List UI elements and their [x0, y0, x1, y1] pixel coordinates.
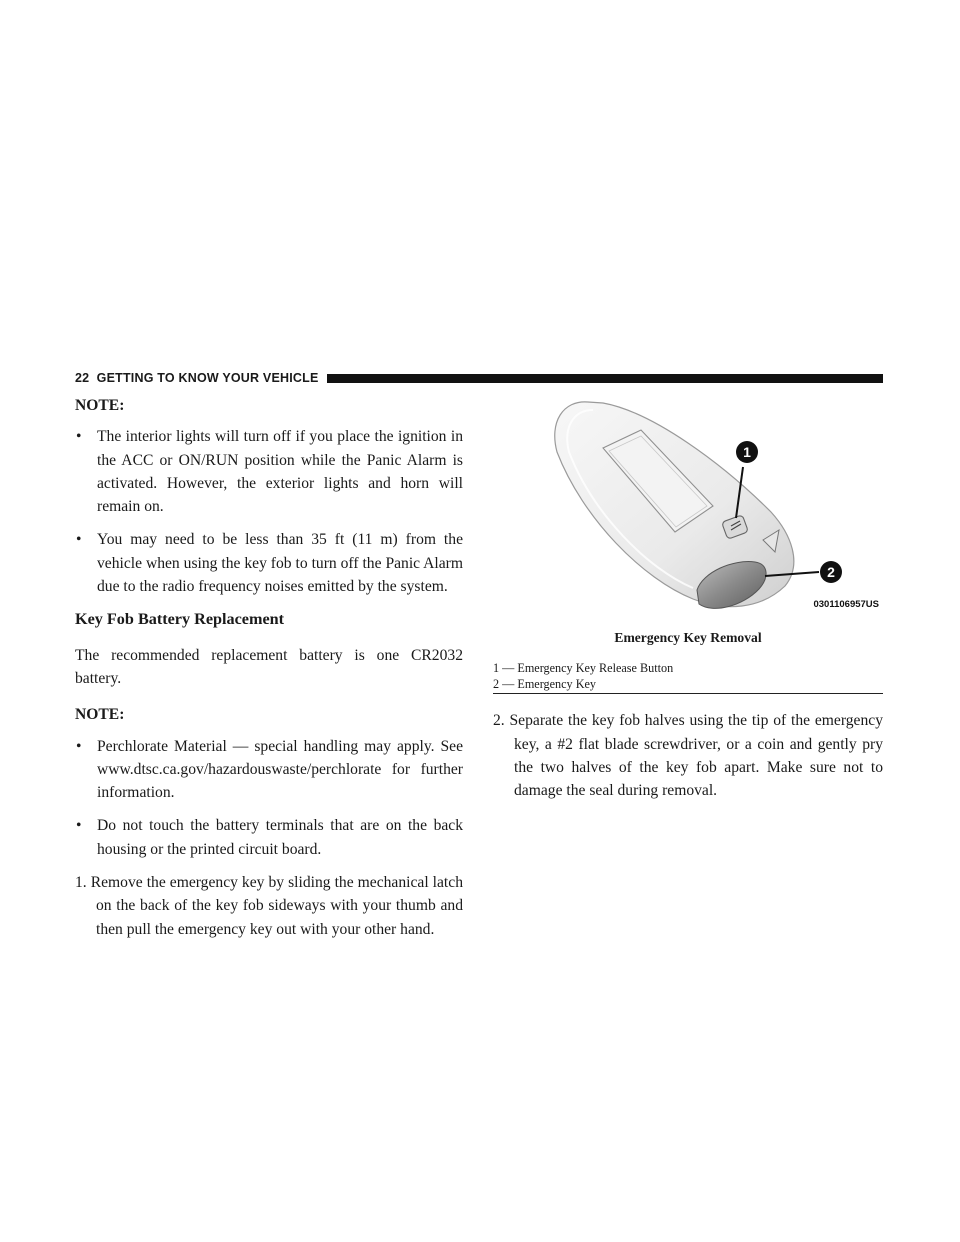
section-title: GETTING TO KNOW YOUR VEHICLE	[96, 371, 319, 385]
figure-code: 0301106957US	[813, 599, 879, 610]
figure-title: Emergency Key Removal	[614, 630, 762, 645]
bullet-item: • You may need to be less than 35 ft (11 m) from the vehicle when using the key fob to turn off the Panic Alarm due to the radio frequency noises emitted by the system.	[75, 528, 463, 598]
bullet-dot: •	[76, 737, 82, 755]
bullet-dot: •	[76, 531, 82, 549]
header-rule	[327, 374, 884, 383]
page-header	[75, 370, 883, 386]
left-column	[75, 394, 463, 953]
callout-2-number: 2	[827, 564, 835, 580]
bullet-item: • The interior lights will turn off if you place the ignition in the ACC or ON/RUN position while the Panic Alarm is activated. However, the exterior lights and horn will remain on.	[75, 425, 463, 518]
step-1: 1. Remove the emergency key by sliding the mechanical latch on the back of the key fob sideways with your thumb and then pull the emergency key out with your other hand.	[75, 874, 463, 938]
note-label: NOTE:	[75, 397, 125, 414]
bullet-dot: •	[76, 817, 82, 835]
page-header-text	[75, 371, 319, 385]
figure-legend	[493, 661, 883, 694]
bullet-dot: •	[76, 428, 82, 446]
paragraph: The recommended replacement battery is one CR2032 battery.	[75, 646, 463, 687]
note-label: NOTE:	[75, 706, 125, 724]
key-fob-illustration	[493, 394, 883, 616]
key-fob-figure	[493, 394, 883, 616]
page-number: 22	[75, 371, 90, 385]
bullet-item: • Do not touch the battery terminals that are on the back housing or the printed circuit board.	[75, 814, 463, 861]
bullet-item: • Perchlorate Material — special handling may apply. See www.dtsc.ca.gov/hazardouswaste/perchlorate for further information.	[75, 735, 463, 805]
callout-1-number: 1	[743, 444, 751, 460]
section-heading: Key Fob Battery Replacement	[75, 610, 285, 629]
right-column	[493, 394, 883, 814]
legend-item: 1 — Emergency Key Release Button	[493, 661, 674, 676]
step-2: 2. Separate the key fob halves using the tip of the emergency key, a #2 flat blade screwdriver, or a coin and gently pry the two halves of the key fob apart. Make sure not to damage the seal during removal.	[493, 712, 883, 800]
legend-rule	[493, 693, 883, 694]
legend-item: 2 — Emergency Key	[493, 676, 596, 691]
